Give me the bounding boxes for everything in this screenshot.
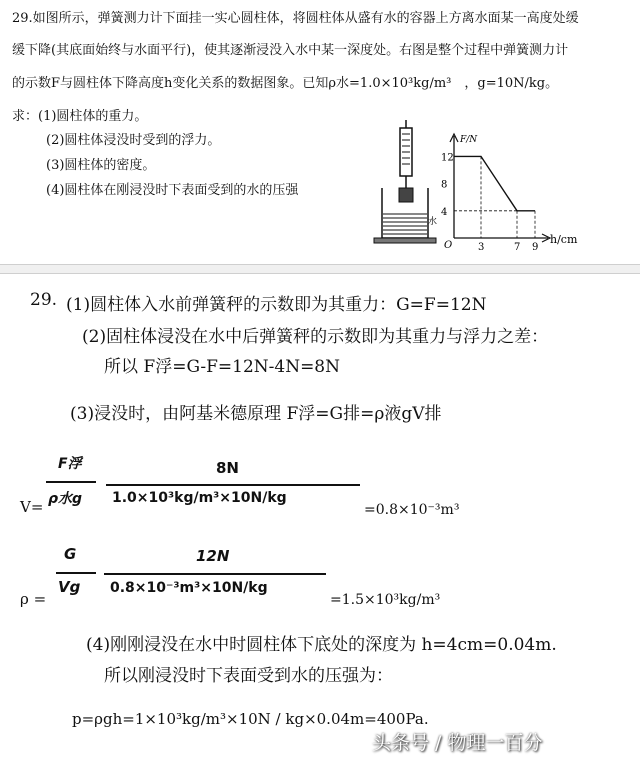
y-tick-label: 12 [441, 152, 454, 164]
y-unit-label: F/N [460, 135, 478, 145]
water-label: 水 [428, 217, 438, 227]
density-denominator: 0.8×10⁻³m³×10N/kg [110, 580, 268, 596]
ask-4: (4)圆柱体在刚浸没时下表面受到的水的压强 [46, 183, 299, 198]
force-line [454, 156, 535, 210]
x-tick-label: 9 [532, 242, 539, 253]
cylinder [399, 188, 413, 202]
answer-2: (2)固柱体浸没在水中后弹簧秤的示数即为其重力与浮力之差： [82, 327, 549, 347]
density-result: =1.5×10³kg/m³ [330, 592, 441, 608]
ask-2: (2)圆柱体浸没时受到的浮力。 [46, 133, 221, 148]
question-line-3: 的示数F与圆柱体下降高度h变化关系的数据图象。已知ρ水=1.0×10³kg/m³ ，g=10N/kg。 [12, 76, 559, 91]
ask-3: (3)圆柱体的密度。 [46, 158, 156, 173]
density-small-numerator: G [64, 545, 77, 563]
force-height-graph [440, 130, 590, 255]
pressure-line: p=ρgh=1×10³kg/m³×10N / kg×0.04m=400Pa. [72, 710, 429, 728]
volume-small-denominator: ρ水g [48, 491, 83, 507]
answer-1: (1)圆柱体入水前弹簧秤的示数即为其重力：G=F=12N [66, 295, 487, 315]
answer-3: (3)浸没时，由阿基米德原理 F浮=G排=ρ液gV排 [70, 404, 442, 424]
volume-lhs: V= [20, 498, 44, 516]
question-line-2: 缓下降(其底面始终与水面平行)，使其逐渐浸没入水中某一深度处。右图是整个过程中弹簧测力计 [12, 43, 569, 58]
density-numerator: 12N [196, 547, 230, 565]
volume-denominator: 1.0×10³kg/m³×10N/kg [112, 490, 287, 506]
volume-small-fraction-line [46, 481, 96, 483]
watermark: 头条号 / 物理一百分 [372, 732, 543, 754]
answer-4: (4)刚刚浸没在水中时圆柱体下底处的深度为 h=4cm=0.04m. [86, 635, 557, 655]
volume-numerator: 8N [216, 459, 239, 477]
apparatus-figure [368, 118, 438, 253]
volume-small-numerator: F浮 [58, 456, 82, 472]
volume-result: =0.8×10⁻³m³ [364, 502, 460, 518]
x-unit-label: h/cm [550, 233, 578, 246]
density-fraction-line [104, 573, 326, 575]
answer-2b: 所以 F浮=G-F=12N-4N=8N [104, 357, 340, 377]
answer-number: 29. [30, 290, 58, 310]
origin-label: O [444, 240, 453, 251]
question-line-1: 29.如图所示，弹簧测力计下面挂一实心圆柱体，将圆柱体从盛有水的容器上方离水面某一高度处缓 [12, 11, 579, 26]
density-small-fraction-line [56, 572, 96, 574]
ask-1: 求：(1)圆柱体的重力。 [12, 109, 148, 124]
volume-fraction-line [106, 484, 360, 486]
y-tick-label: 8 [441, 179, 448, 191]
section-divider [0, 264, 640, 274]
y-tick-label: 4 [441, 206, 448, 218]
density-small-denominator: Vg [58, 578, 81, 596]
answer-4b: 所以刚浸没时下表面受到水的压强为： [104, 666, 393, 686]
x-tick-label: 3 [478, 242, 485, 253]
x-tick-label: 7 [514, 242, 521, 253]
density-lhs: ρ = [20, 590, 47, 608]
